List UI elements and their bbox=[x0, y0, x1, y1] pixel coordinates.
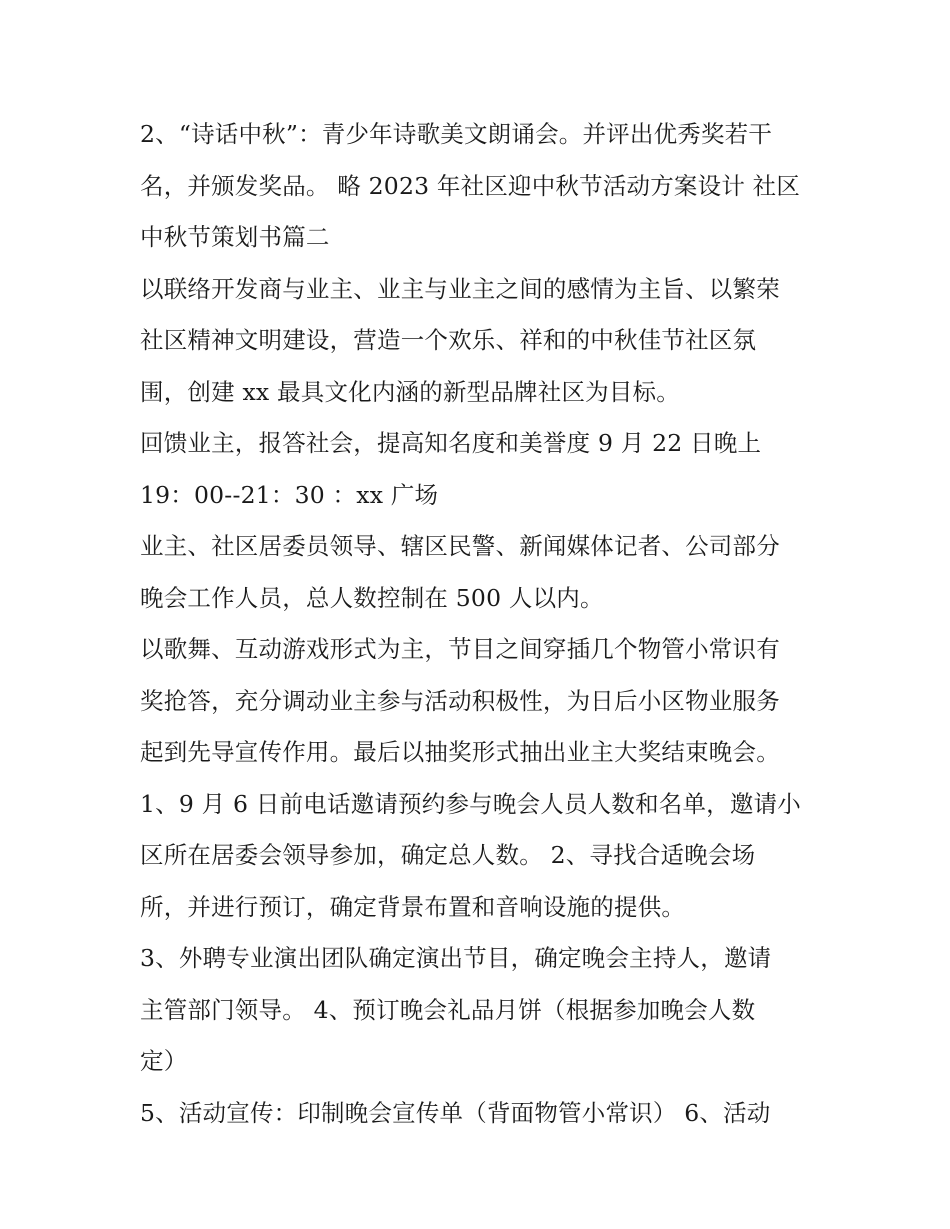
text-line-3: 中秋节策划书篇二 bbox=[140, 223, 330, 251]
text-line-11: 以歌舞、互动游戏形式为主，节目之间穿插几个物管小常识有 bbox=[140, 635, 780, 663]
text-line-4: 以联络开发商与业主、业主与业主之间的感情为主旨、以繁荣 bbox=[140, 274, 780, 303]
text-line-18: 主管部门领导。 4、预订晚会礼品月饼（根据参加晚会人数 bbox=[140, 995, 756, 1024]
text-line-19: 定） bbox=[140, 1047, 188, 1075]
text-line-5: 社区精神文明建设，营造一个欢乐、祥和的中秋佳节社区氛 bbox=[140, 326, 757, 354]
text-line-7: 回馈业主，报答社会，提高知名度和美誉度 9 月 22 日晚上 bbox=[140, 429, 762, 457]
text-line-1: 2、“诗话中秋”：青少年诗歌美文朗诵会。并评出优秀奖若干 bbox=[140, 120, 773, 148]
text-line-6: 围，创建 xx 最具文化内涵的新型品牌社区为目标。 bbox=[140, 377, 680, 406]
document-body bbox=[140, 109, 820, 1139]
text-line-8: 19：00--21：30 ：xx 广场 bbox=[140, 480, 439, 509]
text-line-13: 起到先导宣传作用。最后以抽奖形式抽出业主大奖结束晚会。 bbox=[140, 738, 780, 766]
text-line-12: 奖抢答，充分调动业主参与活动积极性，为日后小区物业服务 bbox=[140, 686, 780, 715]
text-line-14: 1、9 月 6 日前电话邀请预约参与晚会人员人数和名单，邀请小 bbox=[140, 789, 801, 818]
text-line-16: 所，并进行预订，确定背景布置和音响设施的提供。 bbox=[140, 892, 686, 921]
text-line-10: 晚会工作人员，总人数控制在 500 人以内。 bbox=[140, 583, 604, 612]
text-line-9: 业主、社区居委员领导、辖区民警、新闻媒体记者、公司部分 bbox=[140, 532, 780, 560]
text-line-15: 区所在居委会领导参加，确定总人数。 2、寻找合适晚会场 bbox=[140, 841, 756, 869]
text-line-20: 5、活动宣传：印制晚会宣传单（背面物管小常识） 6、活动 bbox=[140, 1098, 771, 1127]
text-line-2: 名，并颁发奖品。 略 2023 年社区迎中秋节活动方案设计 社区 bbox=[140, 171, 801, 200]
text-line-17: 3、外聘专业演出团队确定演出节目，确定晚会主持人，邀请 bbox=[140, 944, 772, 972]
